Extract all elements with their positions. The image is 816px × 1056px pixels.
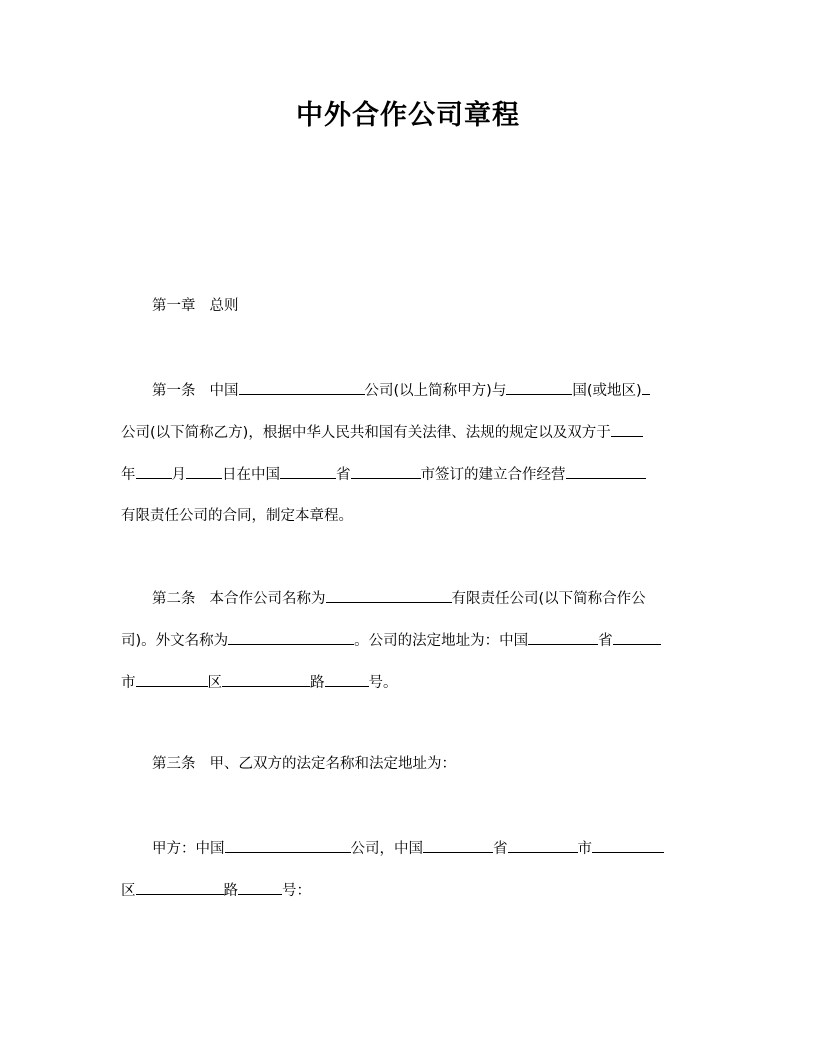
- article-text: 路: [310, 675, 325, 691]
- article-text: 市: [121, 675, 136, 691]
- document-title: 中外合作公司章程: [296, 100, 520, 131]
- blank-field: [351, 464, 421, 479]
- article-text: 市签订的建立合作经营: [420, 467, 566, 483]
- blank-field: [326, 588, 452, 603]
- article-number: 第一条: [152, 383, 196, 399]
- blank-field: [528, 630, 598, 645]
- party-text: 号：: [282, 883, 311, 899]
- blank-field: [280, 464, 336, 479]
- article-2-line-1: [121, 588, 701, 608]
- blank-field: [238, 880, 282, 895]
- article-text: 年: [121, 467, 136, 483]
- article-text: 中国: [209, 383, 239, 399]
- article-text: 有限责任公司的合同，制定本章程。: [121, 508, 353, 524]
- article-text: 。公司的法定地址为：中国: [354, 633, 529, 649]
- article-text: 月: [171, 467, 186, 483]
- blank-field: [642, 380, 650, 395]
- party-a-line-1: [121, 838, 701, 858]
- article-1-line-3: [121, 464, 701, 484]
- blank-field: [136, 880, 224, 895]
- blank-field: [325, 672, 369, 687]
- party-text: 路: [223, 883, 238, 899]
- blank-field: [136, 464, 172, 479]
- chapter-line: [121, 296, 701, 316]
- article-text: 司)。外文名称为: [121, 633, 229, 649]
- article-2-line-3: [121, 672, 701, 692]
- blank-field: [566, 464, 646, 479]
- party-text: 甲方：中国: [152, 841, 225, 857]
- article-text: 国(或地区): [572, 383, 642, 399]
- blank-field: [611, 422, 643, 437]
- article-text: 省: [598, 633, 613, 649]
- article-text: 省: [336, 467, 351, 483]
- blank-field: [222, 672, 310, 687]
- article-text: 区: [207, 675, 222, 691]
- blank-field: [228, 630, 354, 645]
- blank-field: [613, 630, 661, 645]
- party-text: 省: [493, 841, 508, 857]
- article-3-line-1: [121, 754, 701, 774]
- party-a-line-2: [121, 880, 701, 900]
- blank-field: [239, 380, 365, 395]
- article-2: [121, 588, 701, 692]
- blank-field: [592, 838, 664, 853]
- blank-field: [506, 380, 572, 395]
- party-text: 区: [121, 883, 136, 899]
- article-2-line-2: [121, 630, 701, 650]
- blank-field: [136, 672, 208, 687]
- article-text: 公司(以上简称甲方)与: [364, 383, 507, 399]
- party-text: 市: [577, 841, 592, 857]
- article-1: [121, 380, 701, 526]
- chapter-name: 总则: [209, 298, 239, 314]
- chapter-number: 第一章: [152, 298, 196, 314]
- article-3: [121, 754, 701, 774]
- blank-field: [186, 464, 222, 479]
- article-text: 有限责任公司(以下简称合作公: [451, 591, 646, 607]
- article-number: 第三条: [152, 756, 196, 772]
- article-text: 甲、乙双方的法定名称和法定地址为：: [209, 756, 456, 772]
- article-text: 本合作公司名称为: [209, 591, 326, 607]
- party-text: 公司，中国: [350, 841, 423, 857]
- article-text: 号。: [368, 675, 398, 691]
- article-text: 日在中国: [222, 467, 280, 483]
- article-1-line-1: [121, 380, 701, 400]
- article-text: 公司(以下简称乙方)，根据中华人民共和国有关法律、法规的规定以及双方于: [121, 425, 611, 441]
- article-1-line-4: [121, 506, 701, 526]
- blank-field: [423, 838, 493, 853]
- party-a: [121, 838, 701, 900]
- article-1-line-2: [121, 422, 701, 442]
- blank-field: [508, 838, 578, 853]
- chapter-heading: [121, 296, 701, 316]
- blank-field: [225, 838, 351, 853]
- article-number: 第二条: [152, 591, 196, 607]
